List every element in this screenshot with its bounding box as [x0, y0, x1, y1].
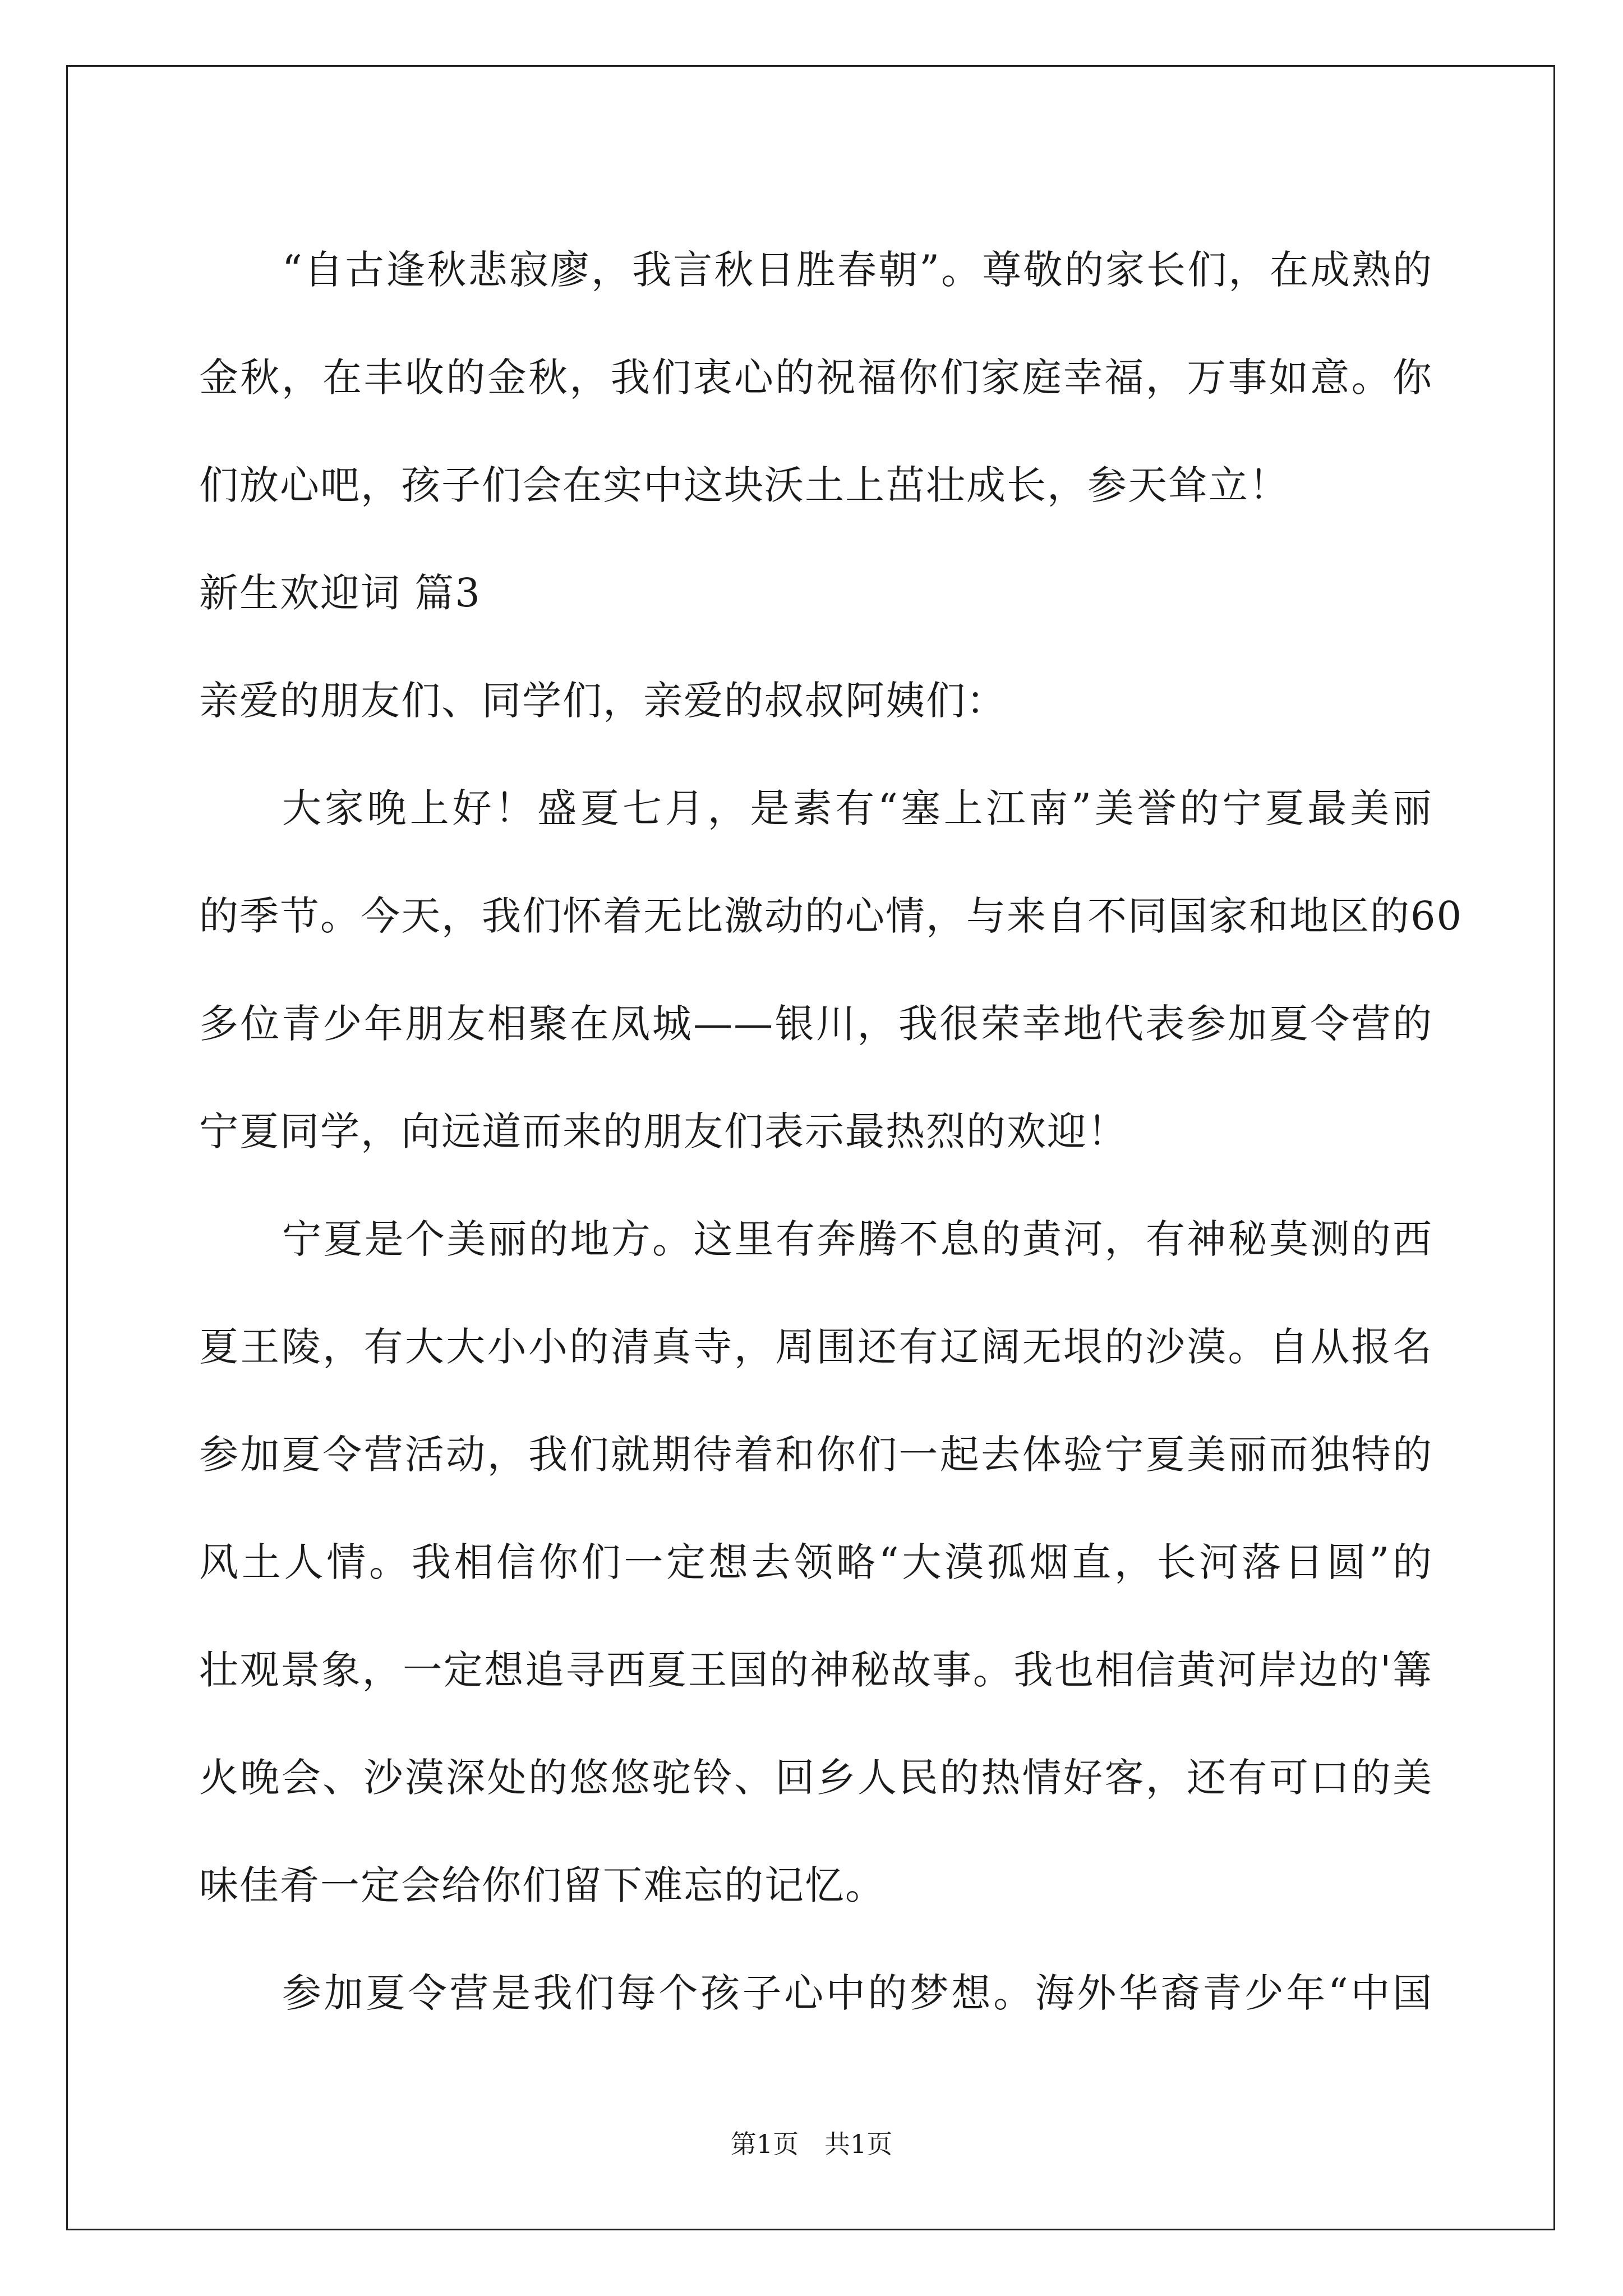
section-heading: 新生欢迎词 篇3 [199, 570, 481, 616]
text-line: 多位青少年朋友相聚在凤城——银川，我很荣幸地代表参加夏令营的 [199, 1001, 1433, 1047]
text-line: 夏王陵，有大大小小的清真寺，周围还有辽阔无垠的沙漠。自从报名 [199, 1324, 1433, 1370]
text-line: 的季节。今天，我们怀着无比激动的心情，与来自不同国家和地区的60 [199, 893, 1463, 939]
text-line: 壮观景象，一定想追寻西夏王国的神秘故事。我也相信黄河岸边的'篝 [199, 1647, 1433, 1693]
text-line: 们放心吧，孩子们会在实中这块沃土上茁壮成长，参天耸立！ [199, 462, 1289, 508]
text-line: “自古逢秋悲寂廖，我言秋日胜春朝”。尊敬的家长们，在成熟的 [282, 247, 1433, 293]
text-line: 大家晚上好！盛夏七月，是素有“塞上江南”美誉的宁夏最美丽 [282, 785, 1433, 831]
text-line: 宁夏同学，向远道而来的朋友们表示最热烈的欢迎！ [199, 1108, 1128, 1154]
salutation-line: 亲爱的朋友们、同学们，亲爱的叔叔阿姨们： [199, 678, 1007, 724]
text-line: 金秋，在丰收的金秋，我们衷心的祝福你们家庭幸福，万事如意。你 [199, 355, 1433, 401]
text-line: 味佳肴一定会给你们留下难忘的记忆。 [199, 1862, 886, 1908]
text-line: 宁夏是个美丽的地方。这里有奔腾不息的黄河，有神秘莫测的西 [282, 1216, 1433, 1262]
text-line: 参加夏令营活动，我们就期待着和你们一起去体验宁夏美丽而独特的 [199, 1432, 1433, 1478]
page-number: 第1页 [730, 2129, 799, 2159]
text-line: 风土人情。我相信你们一定想去领略“大漠孤烟直，长河落日圆”的 [199, 1539, 1433, 1585]
text-line: 火晚会、沙漠深处的悠悠驼铃、回乡人民的热情好客，还有可口的美 [199, 1755, 1433, 1801]
page-footer [0, 2127, 1623, 2161]
page-total: 共1页 [824, 2129, 893, 2159]
document-body [199, 216, 1463, 2047]
text-line: 参加夏令营是我们每个孩子心中的梦想。海外华裔青少年“中国 [282, 1970, 1433, 2016]
